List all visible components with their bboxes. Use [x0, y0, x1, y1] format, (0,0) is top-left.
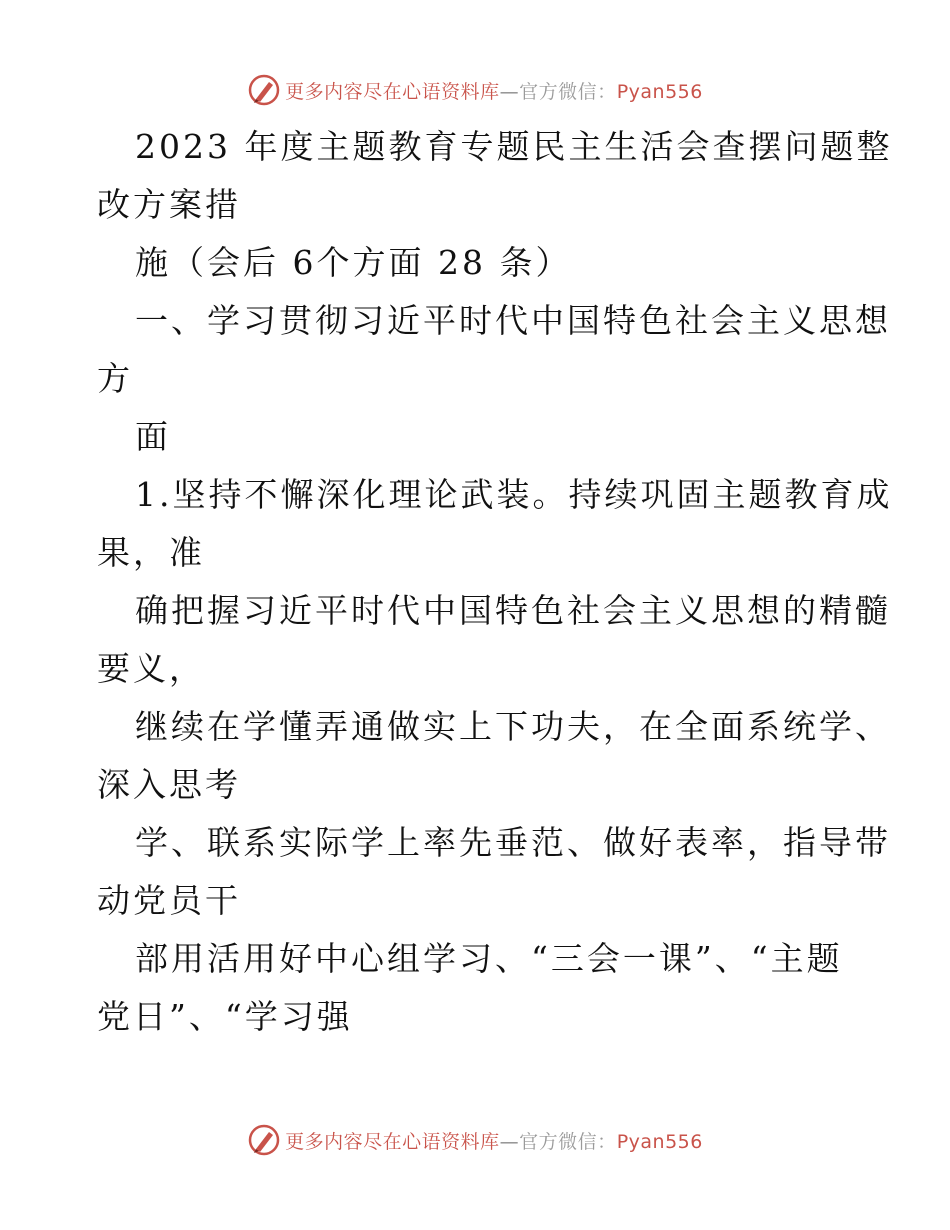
- doc-line: 要义，: [97, 649, 205, 688]
- watermark-site-text: 更多内容尽在心语资料库: [285, 1130, 500, 1153]
- doc-line: 动党员干: [97, 881, 241, 920]
- doc-line: 改方案措: [97, 185, 241, 224]
- doc-line: 一、学习贯彻习近平时代中国特色社会主义思想: [135, 301, 891, 340]
- doc-line: 党日”、“学习强: [97, 997, 353, 1036]
- document-body: [97, 118, 893, 1046]
- pen-logo-icon: [247, 73, 281, 107]
- watermark-separator: —: [499, 80, 520, 103]
- watermark-wechat-id: Pyan556: [616, 1130, 703, 1153]
- doc-line: 深入思考: [97, 765, 241, 804]
- watermark-official-label: 官方微信：: [519, 80, 617, 103]
- doc-line: 部用活用好中心组学习、“三会一课”、“主题: [135, 939, 843, 978]
- doc-line: 确把握习近平时代中国特色社会主义思想的精髓: [135, 591, 891, 630]
- watermark-separator: —: [499, 1130, 520, 1153]
- footer-watermark: [0, 1120, 950, 1160]
- doc-line: 果，准: [97, 533, 205, 572]
- doc-line: 面: [135, 417, 171, 456]
- header-watermark: [0, 70, 950, 110]
- watermark-wechat-id: Pyan556: [616, 80, 703, 103]
- doc-line: 学、联系实际学上率先垂范、做好表率，指导带: [135, 823, 891, 862]
- watermark-text: [285, 77, 703, 104]
- doc-line: 方: [97, 359, 133, 398]
- watermark-site-text: 更多内容尽在心语资料库: [285, 80, 500, 103]
- doc-line: 继续在学懂弄通做实上下功夫，在全面系统学、: [135, 707, 891, 746]
- doc-line: 2023 年度主题教育专题民主生活会查摆问题整: [135, 127, 893, 166]
- watermark-official-label: 官方微信：: [519, 1130, 617, 1153]
- doc-line: 施（会后 6个方面 28 条）: [135, 243, 572, 282]
- watermark-text: [285, 1127, 703, 1154]
- doc-line: 1.坚持不懈深化理论武装。持续巩固主题教育成: [135, 475, 893, 514]
- pen-logo-icon: [247, 1123, 281, 1157]
